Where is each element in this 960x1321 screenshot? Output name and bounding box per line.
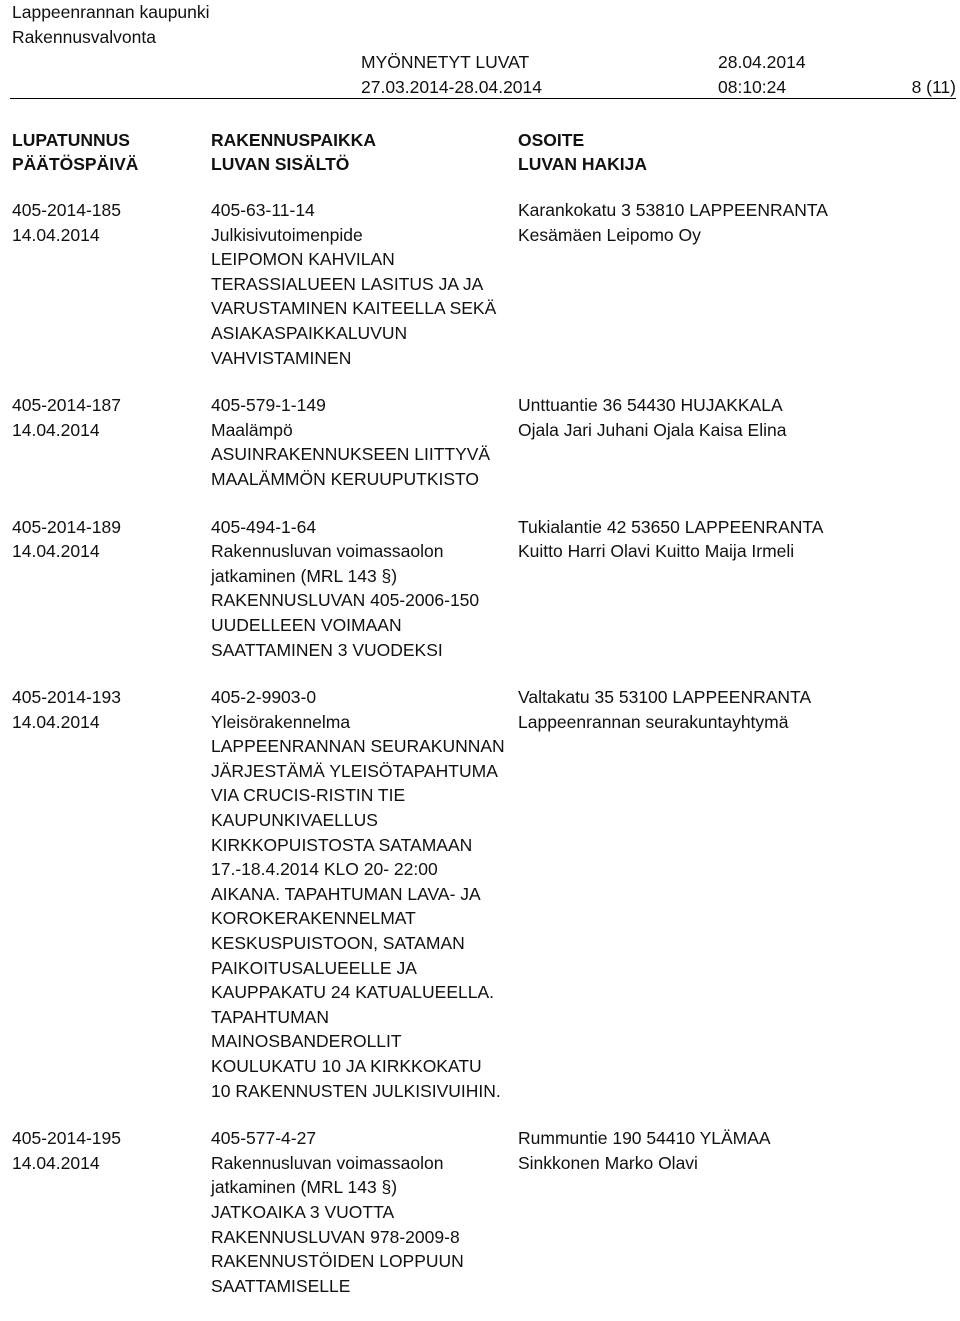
permit-id-cell bbox=[12, 515, 202, 564]
decision-date: 14.04.2014 bbox=[12, 224, 100, 245]
address: Unttuantie 36 54430 HUJAKKALA bbox=[518, 395, 783, 416]
org-name: Lappeenrannan kaupunki bbox=[12, 2, 210, 22]
permit-description-line: AIKANA. TAPAHTUMAN LAVA- JA bbox=[211, 883, 481, 904]
building-site: 405-494-1-64 bbox=[211, 516, 317, 537]
report-period: 27.03.2014-28.04.2014 bbox=[361, 77, 542, 97]
permit-description-line: ASIAKASPAIKKALUVUN bbox=[211, 322, 408, 343]
permit-description-line: LEIPOMON KAHVILAN bbox=[211, 249, 395, 270]
column-header-address: OSOITE bbox=[518, 130, 585, 150]
permit-row bbox=[0, 198, 960, 370]
permit-description-line: KAUPPAKATU 24 KATUALUEELLA. bbox=[211, 982, 495, 1003]
permit-description-line: MAINOSBANDEROLLIT bbox=[211, 1031, 402, 1052]
permit-content-cell bbox=[211, 393, 511, 491]
permit-content-cell bbox=[211, 515, 511, 663]
permit-description-line: MAALÄMMÖN KERUUPUTKISTO bbox=[211, 468, 480, 489]
permit-row bbox=[0, 515, 960, 663]
department-name: Rakennusvalvonta bbox=[12, 27, 156, 47]
permit-description-line: VARUSTAMINEN KAITEELLA SEKÄ bbox=[211, 298, 497, 319]
permit-type: Yleisörakennelma bbox=[211, 711, 351, 732]
permit-description-line: KAUPUNKIVAELLUS bbox=[211, 810, 378, 831]
permit-id-cell bbox=[12, 198, 202, 247]
permit-id: 405-2014-195 bbox=[12, 1128, 121, 1149]
permit-description-line: jatkaminen (MRL 143 §) bbox=[211, 1177, 398, 1198]
permit-row bbox=[0, 393, 960, 491]
header-divider bbox=[10, 98, 956, 99]
permit-description-line: SAATTAMINEN 3 VUODEKSI bbox=[211, 639, 443, 660]
permit-content-cell bbox=[211, 685, 511, 1103]
address: Tukialantie 42 53650 LAPPEENRANTA bbox=[518, 516, 824, 537]
permit-type: Julkisivutoimenpide bbox=[211, 224, 363, 245]
permit-row bbox=[0, 1126, 960, 1298]
permit-type: Rakennusluvan voimassaolon bbox=[211, 541, 444, 562]
column-header-decision-date: PÄÄTÖSPÄIVÄ bbox=[12, 154, 139, 174]
permit-description-line: RAKENNUSTÖIDEN LOPPUUN bbox=[211, 1251, 464, 1272]
column-header-permit-id: LUPATUNNUS bbox=[12, 130, 130, 150]
permit-id-cell bbox=[12, 393, 202, 442]
permit-id: 405-2014-193 bbox=[12, 687, 121, 708]
address-cell bbox=[518, 393, 958, 442]
permit-id-cell bbox=[12, 685, 202, 734]
permit-description-line: 17.-18.4.2014 KLO 20- 22:00 bbox=[211, 859, 438, 880]
permit-description-line: PAIKOITUSALUEELLE JA bbox=[211, 957, 417, 978]
applicant: Lappeenrannan seurakuntayhtymä bbox=[518, 711, 789, 732]
permit-description-line: KESKUSPUISTOON, SATAMAN bbox=[211, 933, 465, 954]
address-cell bbox=[518, 515, 958, 564]
permit-description-line: SAATTAMISELLE bbox=[211, 1275, 351, 1296]
report-title: MYÖNNETYT LUVAT bbox=[361, 52, 530, 72]
permit-id: 405-2014-189 bbox=[12, 516, 121, 537]
permit-description-line: KOROKERAKENNELMAT bbox=[211, 908, 416, 929]
permit-description-line: JATKOAIKA 3 VUOTTA bbox=[211, 1201, 395, 1222]
address: Valtakatu 35 53100 LAPPEENRANTA bbox=[518, 687, 812, 708]
permit-description-line: UUDELLEEN VOIMAAN bbox=[211, 614, 402, 635]
applicant: Kuitto Harri Olavi Kuitto Maija Irmeli bbox=[518, 541, 795, 562]
applicant: Ojala Jari Juhani Ojala Kaisa Elina bbox=[518, 419, 787, 440]
permit-description-line: RAKENNUSLUVAN 978-2009-8 bbox=[211, 1226, 460, 1247]
permit-description-line: 10 RAKENNUSTEN JULKISIVUIHIN. bbox=[211, 1080, 501, 1101]
building-site: 405-577-4-27 bbox=[211, 1128, 317, 1149]
decision-date: 14.04.2014 bbox=[12, 541, 100, 562]
decision-date: 14.04.2014 bbox=[12, 419, 100, 440]
decision-date: 14.04.2014 bbox=[12, 1152, 100, 1173]
decision-date: 14.04.2014 bbox=[12, 711, 100, 732]
permit-id-cell bbox=[12, 1126, 202, 1175]
permit-description-line: ASUINRAKENNUKSEEN LIITTYVÄ bbox=[211, 444, 491, 465]
building-site: 405-63-11-14 bbox=[211, 200, 315, 220]
address: Rummuntie 190 54410 YLÄMAA bbox=[518, 1128, 771, 1149]
print-time: 08:10:24 bbox=[718, 77, 787, 97]
column-header-applicant: LUVAN HAKIJA bbox=[518, 154, 647, 174]
address-cell bbox=[518, 198, 958, 247]
permit-content-cell bbox=[211, 1126, 511, 1298]
permit-description-line: VAHVISTAMINEN bbox=[211, 347, 352, 368]
permit-id: 405-2014-185 bbox=[12, 200, 121, 220]
column-header-building-site: RAKENNUSPAIKKA bbox=[211, 130, 376, 150]
building-site: 405-579-1-149 bbox=[211, 395, 326, 416]
permit-description-line: RAKENNUSLUVAN 405-2006-150 bbox=[211, 590, 480, 611]
address: Karankokatu 3 53810 LAPPEENRANTA bbox=[518, 200, 828, 220]
permit-description-line: jatkaminen (MRL 143 §) bbox=[211, 565, 398, 586]
permit-type: Maalämpö bbox=[211, 419, 293, 440]
permit-description-line: KOULUKATU 10 JA KIRKKOKATU bbox=[211, 1056, 482, 1076]
column-header-permit-content: LUVAN SISÄLTÖ bbox=[211, 154, 350, 174]
applicant: Kesämäen Leipomo Oy bbox=[518, 224, 701, 245]
permit-description-line: KIRKKOPUISTOSTA SATAMAAN bbox=[211, 834, 473, 855]
permit-id: 405-2014-187 bbox=[12, 395, 121, 416]
building-site: 405-2-9903-0 bbox=[211, 687, 317, 708]
permit-list bbox=[0, 198, 960, 1321]
permit-description-line: VIA CRUCIS-RISTIN TIE bbox=[211, 785, 406, 806]
permit-content-cell bbox=[211, 198, 511, 370]
permit-description-line: JÄRJESTÄMÄ YLEISÖTAPAHTUMA bbox=[211, 760, 498, 781]
permit-description-line: LAPPEENRANNAN SEURAKUNNAN bbox=[211, 736, 505, 757]
print-date: 28.04.2014 bbox=[718, 52, 806, 72]
address-cell bbox=[518, 1126, 958, 1175]
page-number: 8 (11) bbox=[911, 77, 956, 97]
applicant: Sinkkonen Marko Olavi bbox=[518, 1152, 698, 1173]
permit-type: Rakennusluvan voimassaolon bbox=[211, 1152, 444, 1173]
address-cell bbox=[518, 685, 958, 734]
permit-description-line: TERASSIALUEEN LASITUS JA JA bbox=[211, 273, 484, 294]
permit-row bbox=[0, 685, 960, 1103]
permit-description-line: TAPAHTUMAN bbox=[211, 1006, 329, 1027]
